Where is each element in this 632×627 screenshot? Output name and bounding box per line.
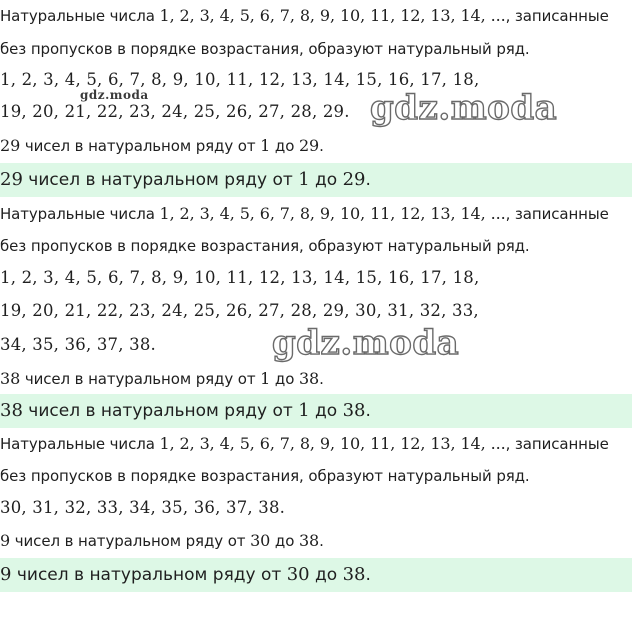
answer-end: . bbox=[365, 170, 371, 190]
count-number: 38 bbox=[0, 369, 21, 388]
intro-line-2: без пропусков в порядке возрастания, образуют натуральный ряд. bbox=[0, 40, 530, 58]
watermark-big: gdz.moda bbox=[370, 88, 558, 128]
intro-line-1 bbox=[0, 206, 609, 222]
answer-to-word: до bbox=[309, 170, 343, 190]
intro-line-2: без пропусков в порядке возрастания, образуют натуральный ряд. bbox=[0, 237, 530, 255]
answer-number: 38 bbox=[0, 400, 23, 421]
sequence-line-1: 30, 31, 32, 33, 34, 35, 36, 37, 38. bbox=[0, 498, 286, 517]
count-to-word: до bbox=[270, 532, 299, 550]
answer-end: . bbox=[365, 565, 371, 585]
watermark-small: gdz.moda bbox=[80, 88, 149, 102]
count-number: 29 bbox=[0, 136, 21, 155]
intro-math: 1, 2, 3, 4, 5, 6, 7, 8, 9, 10, 11, 12, 13, 14, ... bbox=[159, 6, 506, 25]
intro-tail: , записанные bbox=[505, 7, 609, 25]
answer-to-word: до bbox=[309, 565, 343, 585]
answer-from: 1 bbox=[298, 400, 310, 421]
count-end: . bbox=[319, 137, 324, 155]
sequence-line-1: 1, 2, 3, 4, 5, 6, 7, 8, 9, 10, 11, 12, 13, 14, 15, 16, 17, 18, bbox=[0, 268, 480, 287]
count-from: 30 bbox=[250, 531, 271, 550]
answer-box bbox=[0, 394, 632, 428]
count-text: чисел в натуральном ряду от bbox=[20, 137, 261, 155]
answer-from: 30 bbox=[286, 564, 310, 585]
count-to-word: до bbox=[270, 137, 299, 155]
sequence-line-1: 1, 2, 3, 4, 5, 6, 7, 8, 9, 10, 11, 12, 13, 14, 15, 16, 17, 18, bbox=[0, 70, 480, 89]
answer-to-word: до bbox=[309, 401, 343, 421]
count-to: 38 bbox=[298, 531, 320, 550]
intro-tail: , записанные bbox=[505, 205, 609, 223]
count-line bbox=[0, 371, 324, 387]
answer-end: . bbox=[365, 401, 371, 421]
answer-text: чисел в натуральном ряду от bbox=[22, 401, 299, 421]
intro-text: Натуральные числа bbox=[0, 205, 160, 223]
count-text: чисел в натуральном ряду от bbox=[20, 370, 261, 388]
answer-number: 9 bbox=[0, 564, 12, 585]
count-from: 1 bbox=[260, 369, 271, 388]
answer-text: чисел в натуральном ряду от bbox=[11, 565, 287, 585]
count-end: . bbox=[319, 532, 324, 550]
count-number: 9 bbox=[0, 531, 11, 550]
watermark-big: gdz.moda bbox=[272, 323, 460, 363]
count-text: чисел в натуральном ряду от bbox=[10, 532, 251, 550]
intro-line-2: без пропусков в порядке возрастания, образуют натуральный ряд. bbox=[0, 467, 530, 485]
count-to-word: до bbox=[270, 370, 299, 388]
intro-tail: , записанные bbox=[505, 435, 609, 453]
sequence-line-2: 19, 20, 21, 22, 23, 24, 25, 26, 27, 28, 29. bbox=[0, 102, 350, 121]
answer-box bbox=[0, 558, 632, 592]
intro-text: Натуральные числа bbox=[0, 435, 160, 453]
count-to: 29 bbox=[298, 136, 320, 155]
intro-math: 1, 2, 3, 4, 5, 6, 7, 8, 9, 10, 11, 12, 13, 14, ... bbox=[159, 434, 506, 453]
answer-to: 38 bbox=[342, 564, 366, 585]
count-end: . bbox=[319, 370, 324, 388]
sequence-line-3: 34, 35, 36, 37, 38. bbox=[0, 335, 156, 354]
answer-text: чисел в натуральном ряду от bbox=[22, 170, 299, 190]
count-line bbox=[0, 138, 324, 154]
count-line bbox=[0, 533, 324, 549]
sequence-line-2: 19, 20, 21, 22, 23, 24, 25, 26, 27, 28, 29, 30, 31, 32, 33, bbox=[0, 301, 479, 320]
count-to: 38 bbox=[298, 369, 320, 388]
intro-math: 1, 2, 3, 4, 5, 6, 7, 8, 9, 10, 11, 12, 13, 14, ... bbox=[159, 204, 506, 223]
answer-to: 29 bbox=[342, 169, 366, 190]
answer-from: 1 bbox=[298, 169, 310, 190]
count-from: 1 bbox=[260, 136, 271, 155]
intro-text: Натуральные числа bbox=[0, 7, 160, 25]
answer-box bbox=[0, 163, 632, 197]
intro-line-1 bbox=[0, 436, 609, 452]
answer-to: 38 bbox=[342, 400, 366, 421]
answer-number: 29 bbox=[0, 169, 23, 190]
intro-line-1 bbox=[0, 8, 609, 24]
